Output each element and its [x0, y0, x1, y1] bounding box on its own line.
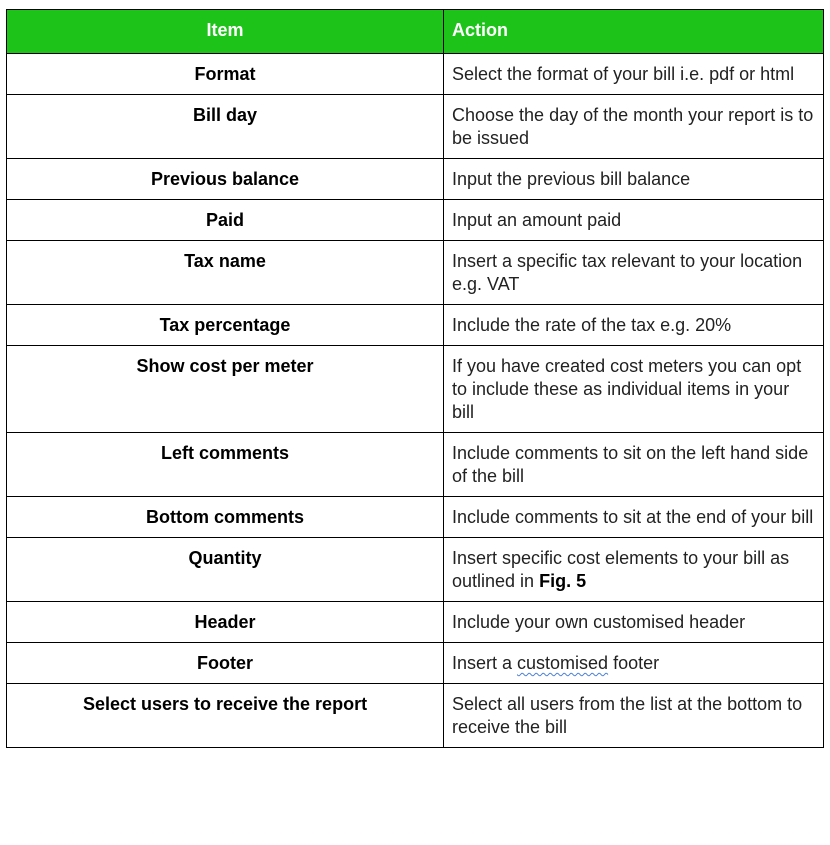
action-cell: Input an amount paid	[444, 200, 824, 241]
header-row	[7, 10, 824, 54]
action-text: Insert specific cost elements to your bill as outlined in	[452, 548, 790, 591]
item-cell: Bill day	[7, 95, 444, 159]
item-cell: Header	[7, 602, 444, 643]
action-cell: Select the format of your bill i.e. pdf or html	[444, 54, 824, 95]
figure-reference: Fig. 5	[539, 571, 587, 591]
table-row	[7, 241, 824, 305]
spellcheck-flagged-word: customised	[517, 653, 609, 673]
table-row	[7, 95, 824, 159]
column-header-item: Item	[7, 10, 444, 54]
table-row	[7, 684, 824, 748]
item-cell: Show cost per meter	[7, 346, 444, 433]
action-cell: Input the previous bill balance	[444, 159, 824, 200]
table-row	[7, 433, 824, 497]
item-cell: Tax percentage	[7, 305, 444, 346]
item-cell: Format	[7, 54, 444, 95]
settings-table	[6, 9, 824, 748]
action-text: Insert a	[452, 653, 518, 673]
action-cell: Include your own customised header	[444, 602, 824, 643]
item-cell: Tax name	[7, 241, 444, 305]
table-row	[7, 305, 824, 346]
column-header-action: Action	[444, 10, 824, 54]
table-row	[7, 346, 824, 433]
action-cell: Select all users from the list at the bottom to receive the bill	[444, 684, 824, 748]
item-cell: Select users to receive the report	[7, 684, 444, 748]
item-cell: Quantity	[7, 538, 444, 602]
action-text-tail: footer	[608, 653, 660, 673]
item-cell: Previous balance	[7, 159, 444, 200]
item-cell: Paid	[7, 200, 444, 241]
item-cell: Footer	[7, 643, 444, 684]
item-cell: Bottom comments	[7, 497, 444, 538]
table-row	[7, 200, 824, 241]
action-cell	[444, 538, 824, 602]
table-row	[7, 54, 824, 95]
table-row	[7, 602, 824, 643]
action-cell: Choose the day of the month your report is to be issued	[444, 95, 824, 159]
table-row	[7, 159, 824, 200]
item-cell: Left comments	[7, 433, 444, 497]
action-cell: Insert a specific tax relevant to your location e.g. VAT	[444, 241, 824, 305]
table-row	[7, 497, 824, 538]
table-row	[7, 643, 824, 684]
table-row	[7, 538, 824, 602]
action-cell: Include comments to sit on the left hand side of the bill	[444, 433, 824, 497]
action-cell	[444, 643, 824, 684]
action-cell: If you have created cost meters you can opt to include these as individual items in your bill	[444, 346, 824, 433]
action-cell: Include the rate of the tax e.g. 20%	[444, 305, 824, 346]
action-cell: Include comments to sit at the end of your bill	[444, 497, 824, 538]
